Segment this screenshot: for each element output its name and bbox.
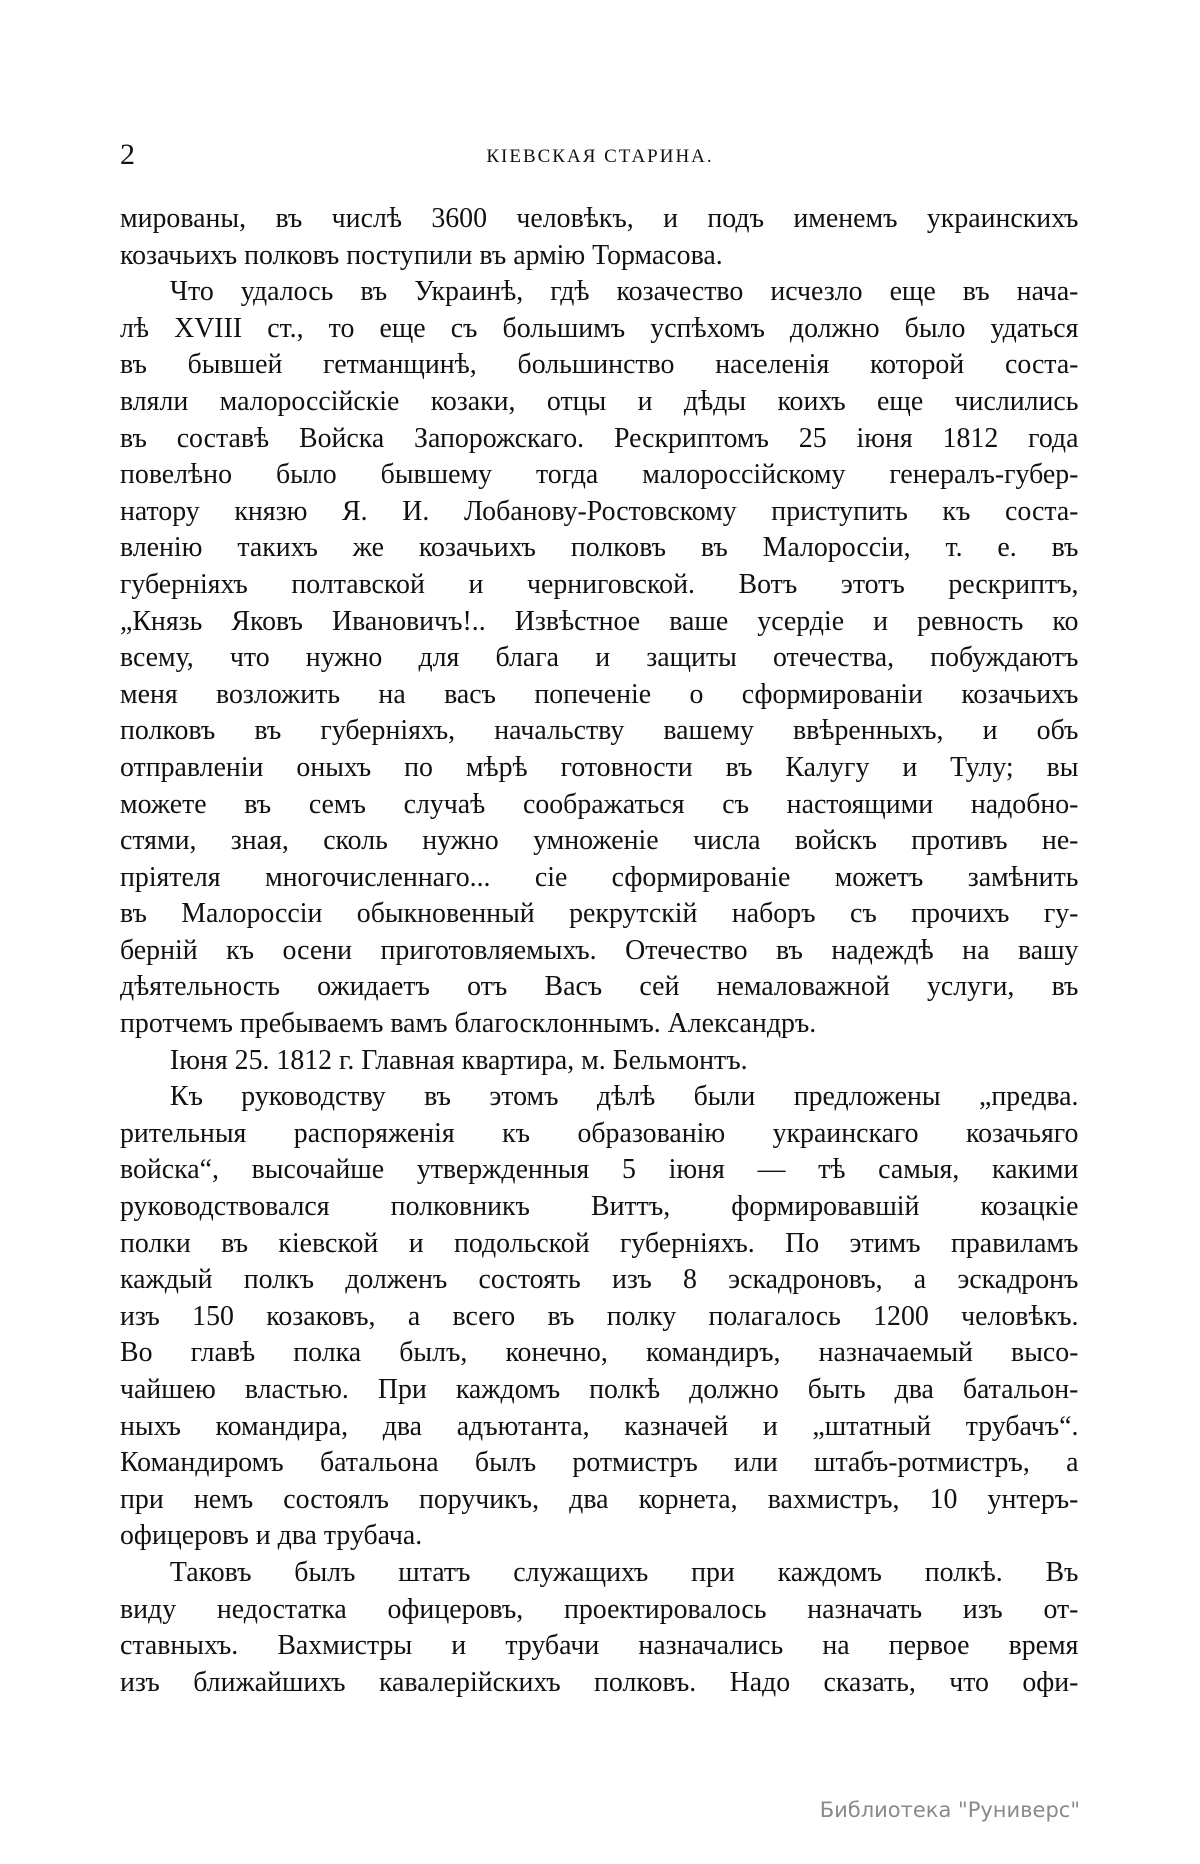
text-line: полковъ въ губерніяхъ, начальству вашему ввѣренныхъ, и объ <box>120 714 1079 747</box>
text-line: пріятеля многочисленнаго... сіе сформированіе можетъ замѣнить <box>120 860 1079 893</box>
text-line: Что удалось въ Украинѣ, гдѣ козачество исчезло еще въ нача- <box>169 275 1079 308</box>
page-body <box>120 200 1080 1700</box>
text-line: меня возложить на васъ попеченіе о сформированіи козачьихъ <box>120 677 1079 710</box>
paragraph <box>120 200 1080 273</box>
text-line: вленію такихъ же козачьихъ полковъ въ Малороссіи, т. е. въ <box>120 531 1079 564</box>
text-line: отправленіи оныхъ по мѣрѣ готовности въ Калугу и Тулу; вы <box>120 750 1079 783</box>
text-line: козачьихъ полковъ поступили въ армію Тормасова. <box>120 238 723 271</box>
text-line: войска“, высочайше утвержденныя 5 іюня — тѣ самыя, какими <box>120 1153 1079 1186</box>
text-line: офицеровъ и два трубача. <box>120 1519 423 1552</box>
text-line: каждый полкъ долженъ состоять изъ 8 эскадроновъ, а эскадронъ <box>120 1263 1079 1296</box>
text-line: ныхъ командира, два адъютанта, казначей и „штатный трубачъ“. <box>120 1409 1079 1442</box>
page-number: 2 <box>120 138 135 171</box>
text-line: натору князю Я. И. Лобанову-Ростовскому приступить къ соста- <box>120 494 1079 527</box>
text-line: стями, зная, сколь нужно умноженіе числа войскъ противъ не- <box>120 824 1079 857</box>
text-line: лѣ XVIII ст., то еще съ большимъ успѣхомъ должно было удаться <box>120 311 1079 344</box>
paragraph <box>120 1554 1080 1700</box>
text-line: берній къ осени приготовляемыхъ. Отечество въ надеждѣ на вашу <box>120 933 1079 966</box>
text-line: Къ руководству въ этомъ дѣлѣ были предложены „предва. <box>169 1080 1079 1113</box>
text-line: всему, что нужно для блага и защиты отечества, побуждаютъ <box>120 641 1079 674</box>
text-line: Іюня 25. 1812 г. Главная квартира, м. Бельмонтъ. <box>169 1043 748 1076</box>
text-line: Таковъ былъ штатъ служащихъ при каждомъ полкѣ. Въ <box>169 1555 1079 1588</box>
paragraph <box>120 1042 1080 1079</box>
text-line: протчемъ пребываемъ вамъ благосклоннымъ. Александръ. <box>120 1007 817 1040</box>
text-line: повелѣно было бывшему тогда малороссійскому генералъ-губер- <box>120 458 1079 491</box>
text-line: виду недостатка офицеровъ, проектировалось назначать изъ от- <box>120 1592 1079 1625</box>
text-line: мированы, въ числѣ 3600 человѣкъ, и подъ именемъ украинскихъ <box>120 202 1079 234</box>
text-line: въ Малороссіи обыкновенный рекрутскій наборъ съ прочихъ гу- <box>120 897 1079 930</box>
text-line: вляли малороссійскіе козаки, отцы и дѣды коихъ еще числились <box>120 384 1079 417</box>
text-line: полки въ кіевской и подольской губерніяхъ. По этимъ правиламъ <box>120 1226 1079 1259</box>
text-line: рительныя распоряженія къ образованію украинскаго козачьяго <box>120 1116 1079 1149</box>
text-line: въ бывшей гетманщинѣ, большинство населенія которой соста- <box>120 348 1079 381</box>
text-line: дѣятельность ожидаетъ отъ Васъ сей немаловажной услуги, въ <box>120 970 1079 1003</box>
paragraph <box>120 273 1080 1041</box>
text-line: въ составѣ Войска Запорожскаго. Рескриптомъ 25 іюня 1812 года <box>120 421 1079 454</box>
text-line: чайшею властью. При каждомъ полкѣ должно быть два батальон- <box>120 1373 1079 1405</box>
paragraph <box>120 1078 1080 1554</box>
text-line: ставныхъ. Вахмистры и трубачи назначались на первое время <box>120 1629 1079 1662</box>
text-line: руководствовался полковникъ Виттъ, формировавшій козацкіе <box>120 1190 1079 1223</box>
text-line: можете въ семъ случаѣ соображаться съ настоящими надобно- <box>120 787 1079 820</box>
text-line: губерніяхъ полтавской и черниговской. Вотъ этотъ рескриптъ, <box>120 567 1079 600</box>
running-title: КІЕВСКАЯ СТАРИНА. <box>486 146 714 167</box>
running-header <box>120 138 1080 174</box>
text-line: при немъ состоялъ поручикъ, два корнета, вахмистръ, 10 унтеръ- <box>120 1482 1079 1515</box>
text-line: Командиромъ батальона былъ ротмистръ или штабъ-ротмистръ, а <box>120 1446 1079 1479</box>
text-line: изъ 150 козаковъ, а всего въ полку полагалось 1200 человѣкъ. <box>120 1299 1079 1332</box>
text-line: Во главѣ полка былъ, конечно, командиръ, назначаемый высо- <box>120 1336 1079 1369</box>
text-line: „Князь Яковъ Ивановичъ!.. Извѣстное ваше усердіе и ревность ко <box>120 604 1079 637</box>
text-line: изъ ближайшихъ кавалерійскихъ полковъ. Надо сказать, что офи- <box>120 1665 1079 1698</box>
library-watermark: Библиотека "Руниверс" <box>819 1798 1080 1822</box>
